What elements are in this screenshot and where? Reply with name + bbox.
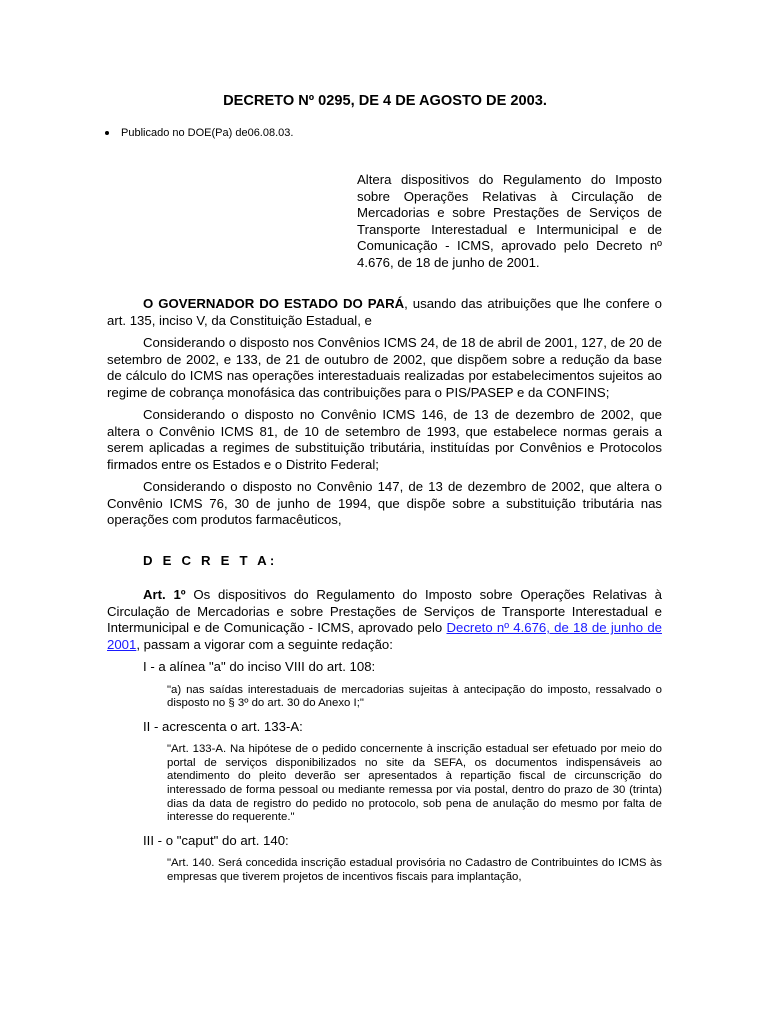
considerando-1: Considerando o disposto nos Convênios ICMS 24, de 18 de abril de 2001, 127, de 20 de setembro de 2002, e 133, de 21 de outubro de 2002, que dispõem sobre a redução da base de cálculo do ICMS nas operações interestaduais realizadas por estabelecimentos sujeitos ao regime de cobrança monofásica das contribuições para o PIS/PASEP e da CONFINS; xyxy=(107,335,662,400)
considerando-3: Considerando o disposto no Convênio 147, de 13 de dezembro de 2002, que altera o Convênio ICMS 76, 30 de junho de 1994, que dispõe sobre a substituição tributária nas operações com produtos farmacêuticos, xyxy=(107,479,662,527)
ementa: Altera dispositivos do Regulamento do Imposto sobre Operações Relativas à Circulação de Mercadorias e sobre Prestações de Serviços de Transporte Interestadual e Intermunicipal e de Comunicação - ICMS, aprovado pelo Decreto nº 4.676, de 18 de junho de 2001. xyxy=(357,172,662,270)
item-iii-quote: "Art. 140. Será concedida inscrição estadual provisória no Cadastro de Contribuintes do ICMS às empresas que tiverem projetos de incentivos fiscais para implantação, xyxy=(167,857,662,883)
publication-note xyxy=(105,126,293,140)
considerando-2: Considerando o disposto no Convênio ICMS 146, de 13 de dezembro de 2002, que altera o Convênio ICMS 81, de 10 de setembro de 1993, que estabelece normas gerais a serem aplicadas a regimes de substituição tributária, instituídas por Convênios e Protocolos firmados entre os Estados e o Distrito Federal; xyxy=(107,407,662,472)
bullet-icon xyxy=(105,131,109,135)
article-1-text: Os dispositivos do Regulamento do Imposto sobre Operações Relativas à Circulação de Mercadorias e sobre Prestações de Serviços de Transporte Interestadual e Intermunicipal e de Comunicação - ICMS, aprovado pelo xyxy=(107,587,662,635)
article-1 xyxy=(107,587,662,653)
article-1-label: Art. 1º xyxy=(143,587,186,602)
publication-text: Publicado no DOE(Pa) de06.08.03. xyxy=(121,127,294,139)
decree-body xyxy=(107,296,662,892)
item-ii-label: II - acrescenta o art. 133-A: xyxy=(143,718,303,734)
decree-title: DECRETO Nº 0295, DE 4 DE AGOSTO DE 2003. xyxy=(223,93,547,109)
preamble xyxy=(107,296,662,329)
item-i-quote: "a) nas saídas interestaduais de mercadorias sujeitas à antecipação do imposto, ressalvado o disposto no § 3º do art. 30 do Anexo I;" xyxy=(167,683,662,710)
article-1-text-end: , passam a vigorar com a seguinte redação: xyxy=(136,636,393,652)
preamble-text: , usando das atribuições que lhe confere o art. 135, inciso V, da Constituição Estadual, e xyxy=(107,296,662,328)
decreta-heading: D E C R E T A: xyxy=(143,552,278,568)
item-ii-quote: "Art. 133-A. Na hipótese de o pedido concernente à inscrição estadual ser efetuado por meio do portal de serviços disponibilizados no site da SEFA, os documentos indispensáveis ao atendimento do pleito deverão ser apresentados à repartição fiscal de circunscrição do interessado de forma pessoal ou mediante remessa por via postal, dentro do prazo de 30 (trinta) dias da data de registro do pedido no protocolo, sob pena de anulação do mesmo por falta de interesse do requerente." xyxy=(167,743,662,824)
governor-label: O GOVERNADOR DO ESTADO DO PARÁ xyxy=(143,296,405,311)
item-i-label: I - a alínea "a" do inciso VIII do art. 108: xyxy=(143,659,376,674)
item-iii-label: III - o "caput" do art. 140: xyxy=(143,832,289,848)
decree-4676-link[interactable]: Decreto nº 4.676, de 18 de junho de 2001 xyxy=(107,620,662,652)
